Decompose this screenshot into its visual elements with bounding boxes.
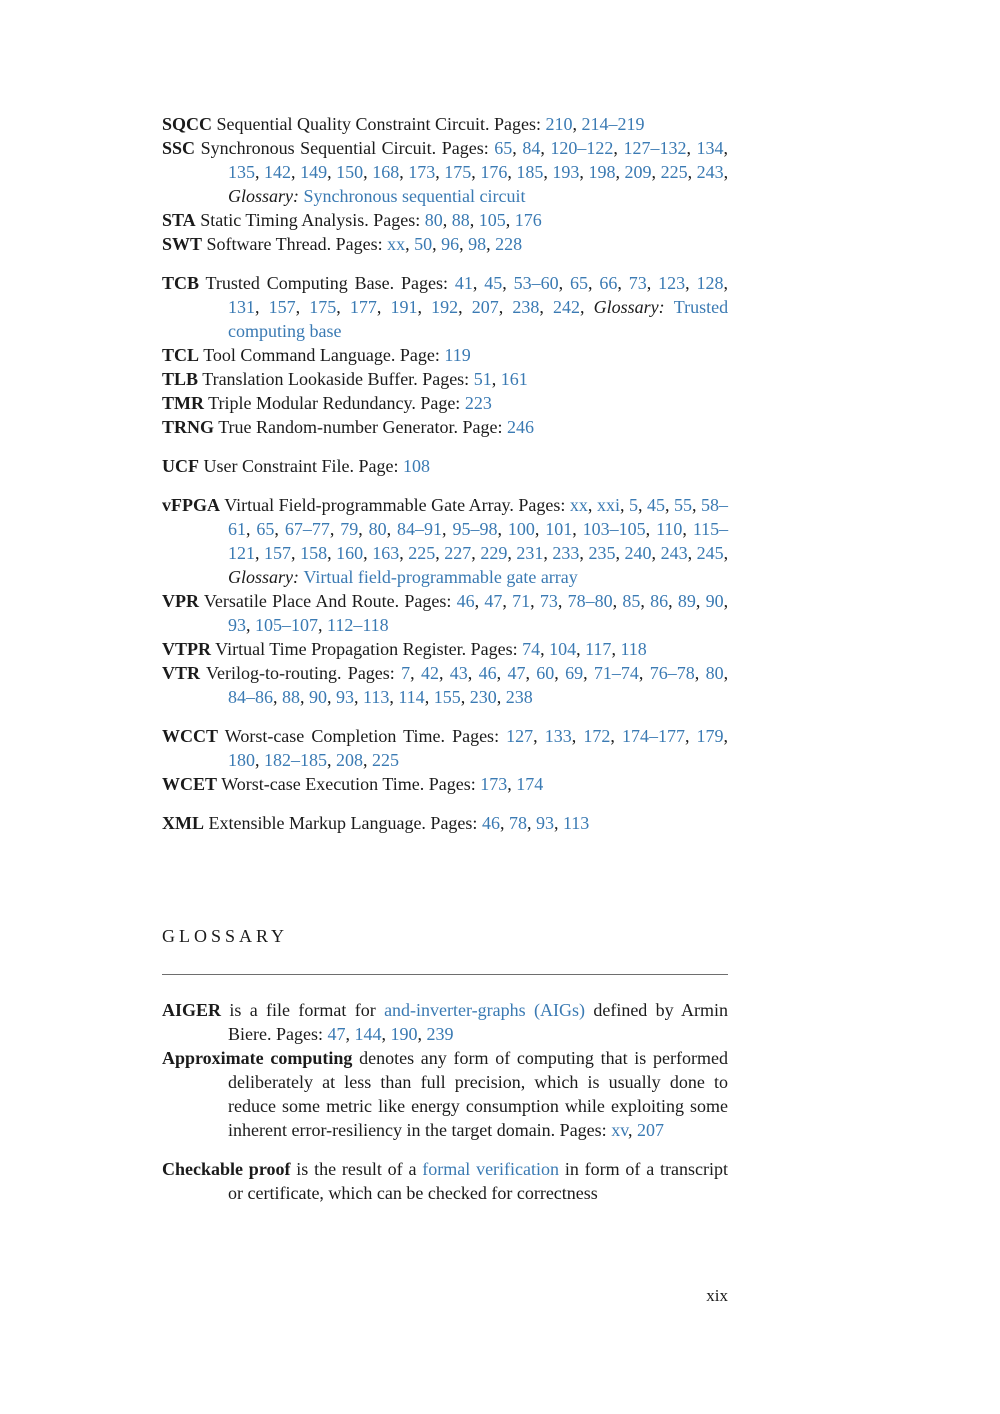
page-link[interactable]: 89 <box>677 591 696 611</box>
page-link[interactable]: xxi <box>596 495 620 515</box>
page-link[interactable]: 50 <box>414 234 433 254</box>
entry-text: Software Thread. Pages: <box>202 234 388 254</box>
entry-term: XML <box>162 813 204 833</box>
page-link[interactable]: 66 <box>599 273 618 293</box>
page-link[interactable]: 155 <box>433 687 461 707</box>
page-link[interactable]: 71 <box>512 591 531 611</box>
page-link[interactable]: 127–132 <box>623 138 687 158</box>
page-link[interactable]: 114 <box>398 687 425 707</box>
page-link[interactable]: 93 <box>535 813 554 833</box>
page-link[interactable]: 98 <box>468 234 487 254</box>
page-link[interactable]: 84 <box>522 138 541 158</box>
entry-term: TMR <box>162 393 204 413</box>
page-link[interactable]: 120–122 <box>550 138 614 158</box>
page-link[interactable]: 80 <box>705 663 724 683</box>
page-link[interactable]: 175 <box>444 162 472 182</box>
entry-text: Static Timing Analysis. Pages: <box>195 210 425 230</box>
page-link[interactable]: 78 <box>508 813 527 833</box>
page-link[interactable]: 103–105 <box>582 519 646 539</box>
page-link[interactable]: 192 <box>431 297 459 317</box>
acronym-entry: VTPR Virtual Time Propagation Register. Pages: 74, 104, 117, 118 <box>162 639 647 659</box>
page-link[interactable]: 5 <box>628 495 638 515</box>
page-link[interactable]: 149 <box>300 162 328 182</box>
page-link[interactable]: 55 <box>674 495 692 515</box>
page-link[interactable]: 238 <box>512 297 540 317</box>
page-link[interactable]: 175 <box>309 297 337 317</box>
page-link[interactable]: 185 <box>516 162 544 182</box>
page-link[interactable]: 243 <box>660 543 688 563</box>
page-link[interactable]: 174 <box>516 774 544 794</box>
entry-group <box>162 112 728 256</box>
page-link[interactable]: 214–219 <box>581 114 645 134</box>
page-link[interactable]: 134 <box>696 138 724 158</box>
page-link[interactable]: 43 <box>449 663 468 683</box>
entry-term: Checkable proof <box>162 1159 291 1179</box>
entry-text: defined by Armin Biere. Pages: <box>228 1000 729 1044</box>
page-link[interactable]: 46 <box>478 663 497 683</box>
page-link[interactable]: 176 <box>514 210 542 230</box>
page-link[interactable]: 65 <box>570 273 589 293</box>
page-link[interactable]: xx <box>569 495 588 515</box>
acronym-entry <box>162 343 728 367</box>
entry-text: in form of a transcript or certificate, which can be checked for correctness <box>228 1159 728 1203</box>
page-link[interactable]: 118 <box>620 639 647 659</box>
entry-term: vFPGA <box>162 495 220 515</box>
entry-text: Sequential Quality Constraint Circuit. Pages: <box>212 114 546 134</box>
page-link[interactable]: 104 <box>549 639 577 659</box>
page-link[interactable]: 112–118 <box>327 615 389 635</box>
page-link[interactable]: 176 <box>480 162 508 182</box>
section-rule <box>162 974 728 975</box>
page-link[interactable]: 161 <box>500 369 528 389</box>
page-link[interactable]: 113 <box>363 687 390 707</box>
page-link[interactable]: 243 <box>696 162 724 182</box>
page-link[interactable]: 128 <box>696 273 724 293</box>
page-link[interactable]: 117 <box>585 639 612 659</box>
page-link[interactable]: 142 <box>264 162 292 182</box>
page-link[interactable]: 179 <box>696 726 724 746</box>
page-link[interactable]: 47 <box>327 1024 346 1044</box>
glossary-label: Glossary: <box>228 186 304 206</box>
page-link[interactable]: 67–77 <box>284 519 330 539</box>
glossary-list <box>162 998 728 1205</box>
page-link[interactable]: 123 <box>658 273 686 293</box>
page-link[interactable]: 115–121 <box>228 519 729 563</box>
page-link[interactable]: 174–177 <box>621 726 685 746</box>
glossary-link[interactable]: Trusted computing base <box>228 297 729 341</box>
page-link[interactable]: 135 <box>228 162 255 182</box>
page-link[interactable]: 113 <box>562 813 590 833</box>
page-link[interactable]: 245 <box>696 543 724 563</box>
page-link[interactable]: 71–74 <box>593 663 639 683</box>
page-link[interactable]: 7 <box>401 663 411 683</box>
entry-term: SQCC <box>162 114 213 134</box>
entry-text: Tool Command Language. Page: <box>199 345 445 365</box>
page-link[interactable]: 105 <box>478 210 506 230</box>
page-link[interactable]: 173 <box>480 774 508 794</box>
acronym-entry: XML Extensible Markup Language. Pages: 46, 78, 93, 113 <box>162 813 590 833</box>
page-link[interactable]: 47 <box>507 663 526 683</box>
page-link[interactable]: 150 <box>336 162 364 182</box>
page-link[interactable]: 182–185 <box>264 750 327 770</box>
page-link[interactable]: 90 <box>309 687 327 707</box>
entry-text: Versatile Place And Route. Pages: <box>199 591 457 611</box>
entry-text: is a file format for <box>221 1000 385 1020</box>
entry-text: Virtual Time Propagation Register. Pages: <box>211 639 523 659</box>
glossary-link[interactable]: Synchronous sequential circuit <box>303 186 526 206</box>
entry-term: VTR <box>162 663 201 683</box>
entry-text: Extensible Markup Language. Pages: <box>204 813 482 833</box>
glossary-entry: Approximate computing denotes any form of computing that is performed deliberately at less than full precision, which is usually done to reduce some metric like energy consumption while exploiting some inherent error-resiliency in the target domain. Pages: xv, 207 <box>162 1048 728 1140</box>
acronym-entry: WCET Worst-case Execution Time. Pages: 173, 174 <box>162 774 544 794</box>
glossary-label: Glossary: <box>593 297 674 317</box>
page-link[interactable]: 46 <box>456 591 475 611</box>
page-link[interactable]: 101 <box>545 519 573 539</box>
page-link[interactable]: 231 <box>516 543 544 563</box>
page-link[interactable]: 88 <box>451 210 470 230</box>
page-link[interactable]: 51 <box>473 369 492 389</box>
entry-group <box>162 271 728 439</box>
page-link[interactable]: 93 <box>336 687 354 707</box>
entry-term: SSC <box>162 138 196 158</box>
page-link[interactable]: 239 <box>426 1024 454 1044</box>
page-link[interactable]: 93 <box>228 615 246 635</box>
acronym-entry: VPR Versatile Place And Route. Pages: 46, 47, 71, 73, 78–80, 85, 86, 89, 90, 93, 105–107, 112–118 <box>162 591 729 635</box>
entry-group <box>162 454 728 478</box>
acronym-entry: SQCC Sequential Quality Constraint Circuit. Pages: 210, 214–219 <box>162 114 645 134</box>
page-link[interactable]: 235 <box>588 543 616 563</box>
page-link[interactable]: 208 <box>336 750 363 770</box>
page-link[interactable]: 225 <box>408 543 436 563</box>
page-link[interactable]: 209 <box>624 162 652 182</box>
glossary-link[interactable]: Virtual field-programmable gate array <box>303 567 578 587</box>
page-link[interactable]: 65 <box>256 519 275 539</box>
entry-term: STA <box>162 210 196 230</box>
page-link[interactable]: 84–86 <box>228 687 273 707</box>
entry-text: , <box>723 162 729 182</box>
acronym-entry: SWT Software Thread. Pages: xx, 50, 96, 98, 228 <box>162 234 523 254</box>
page-link[interactable]: 144 <box>354 1024 382 1044</box>
page-link[interactable]: 88 <box>282 687 300 707</box>
entry-term: VTPR <box>162 639 211 659</box>
entry-text: Virtual Field-programmable Gate Array. Pages: <box>220 495 570 515</box>
page-link[interactable]: 60 <box>536 663 555 683</box>
page-link[interactable]: 242 <box>553 297 580 317</box>
entry-text: User Constraint File. Page: <box>199 456 403 476</box>
page-link[interactable]: 193 <box>552 162 580 182</box>
page-link[interactable]: 131 <box>228 297 255 317</box>
page-link[interactable]: 73 <box>539 591 558 611</box>
page-link[interactable]: 84–91 <box>397 519 443 539</box>
entry-term: VPR <box>162 591 199 611</box>
page-link[interactable]: 225 <box>372 750 399 770</box>
entry-term: TRNG <box>162 417 215 437</box>
glossary-entry <box>162 1157 728 1205</box>
acronym-entry <box>162 454 728 478</box>
entry-group <box>162 998 728 1142</box>
entry-text: Synchronous Sequential Circuit. Pages: <box>195 138 495 158</box>
page-link[interactable]: 207 <box>637 1120 665 1140</box>
page-link[interactable]: 69 <box>565 663 584 683</box>
acronym-entry <box>162 415 728 439</box>
page-link[interactable]: 133 <box>544 726 572 746</box>
entry-text: Verilog-to-routing. Pages: <box>200 663 402 683</box>
page-link[interactable]: 45 <box>484 273 503 293</box>
page-link[interactable]: 157 <box>264 543 292 563</box>
page-link[interactable]: 190 <box>390 1024 418 1044</box>
entry-group <box>162 493 728 709</box>
acronym-list <box>162 112 728 835</box>
entry-term: TLB <box>162 369 199 389</box>
page-link[interactable]: xv <box>611 1120 629 1140</box>
page-link[interactable]: 227 <box>444 543 472 563</box>
page-link[interactable]: 105–107 <box>255 615 318 635</box>
page-link[interactable]: 74 <box>522 639 541 659</box>
page-link[interactable]: 233 <box>552 543 580 563</box>
page-link[interactable]: 127 <box>506 726 534 746</box>
page-link[interactable]: 90 <box>705 591 724 611</box>
entry-text: is the result of a <box>290 1159 423 1179</box>
page-link[interactable]: 198 <box>588 162 616 182</box>
page-link[interactable]: 53–60 <box>513 273 559 293</box>
entry-term: SWT <box>162 234 203 254</box>
page-link[interactable]: 80 <box>368 519 387 539</box>
entry-term: WCET <box>162 774 218 794</box>
page-link[interactable]: 173 <box>408 162 436 182</box>
page-link[interactable]: 65 <box>494 138 513 158</box>
page-link[interactable]: 73 <box>628 273 647 293</box>
page-link[interactable]: 78–80 <box>567 591 613 611</box>
entry-text: Triple Modular Redundancy. Page: <box>204 393 465 413</box>
page-link[interactable]: 85 <box>622 591 641 611</box>
page-link[interactable]: 41 <box>454 273 473 293</box>
entry-term: Approximate computing <box>162 1048 353 1068</box>
acronym-entry: VTR Verilog-to-routing. Pages: 7, 42, 43, 46, 47, 60, 69, 71–74, 76–78, 80, 84–86, 88, 90, 93, 113, 114, 155, 230, 238 <box>162 663 729 707</box>
page-link[interactable]: 207 <box>471 297 499 317</box>
glossary-entry: AIGER is a file format for and-inverter-graphs (AIGs) defined by Armin Biere. Pages: 47, 144, 190, 239 <box>162 1000 729 1044</box>
acronym-entry: vFPGA Virtual Field-programmable Gate Array. Pages: xx, xxi, 5, 45, 55, 58–61, 65, 67–77, 79, 80, 84–91, 95–98, 100, 101, 103–105, 110, 115–121, 157, 158, 160, 163, 225, 227, 229, 231, 233, 235, 240, 243, 245, Glossary: Virtual field-programmable gate array <box>162 495 729 587</box>
page-link[interactable]: 47 <box>484 591 503 611</box>
page-link[interactable]: 172 <box>583 726 611 746</box>
entry-text: Translation Lookaside Buffer. Pages: <box>198 369 474 389</box>
page-link[interactable]: 46 <box>481 813 500 833</box>
page-link[interactable]: 158 <box>300 543 328 563</box>
page-link[interactable]: 110 <box>656 519 683 539</box>
entry-text: denotes any form of computing that is performed deliberately at less than full precision, which is usually done to reduce some metric like energy consumption while exploiting some inherent error-resiliency in the target domain. Pages: <box>228 1048 728 1140</box>
entry-text: Worst-case Execution Time. Pages: <box>217 774 481 794</box>
page-link[interactable]: 86 <box>650 591 669 611</box>
page-link[interactable]: 76–78 <box>649 663 695 683</box>
page-link[interactable]: 191 <box>390 297 418 317</box>
page-link[interactable]: 229 <box>480 543 508 563</box>
glossary-link[interactable]: formal verification <box>422 1159 560 1179</box>
page-link[interactable]: 223 <box>464 393 492 413</box>
page-link[interactable]: xx <box>387 234 406 254</box>
page-link[interactable]: 58–61 <box>228 495 729 539</box>
page-link[interactable]: 108 <box>402 456 430 476</box>
glossary-link[interactable]: and-inverter-graphs (AIGs) <box>384 1000 585 1020</box>
page-link[interactable]: 160 <box>336 543 364 563</box>
page-link[interactable]: 95–98 <box>452 519 498 539</box>
page-link[interactable]: 80 <box>424 210 443 230</box>
glossary-heading: GLOSSARY <box>162 926 289 946</box>
page-link[interactable]: 168 <box>372 162 400 182</box>
acronym-entry: STA Static Timing Analysis. Pages: 80, 88, 105, 176 <box>162 210 542 230</box>
acronym-entry: WCCT Worst-case Completion Time. Pages: 127, 133, 172, 174–177, 179, 180, 182–185, 208, 225 <box>162 726 729 770</box>
acronym-entry <box>162 391 728 415</box>
entry-text: , <box>580 297 594 317</box>
page-link[interactable]: 163 <box>372 543 400 563</box>
page-link[interactable]: 119 <box>444 345 471 365</box>
page-link[interactable]: 230 <box>469 687 497 707</box>
entry-group <box>162 811 728 835</box>
entry-term: AIGER <box>162 1000 222 1020</box>
page-link[interactable]: 45 <box>646 495 665 515</box>
entry-text: True Random-number Generator. Page: <box>214 417 507 437</box>
entry-text: Trusted Computing Base. Pages: <box>199 273 455 293</box>
entry-term: UCF <box>162 456 199 476</box>
acronym-entry: TLB Translation Lookaside Buffer. Pages: 51, 161 <box>162 369 528 389</box>
page-link[interactable]: 210 <box>545 114 573 134</box>
page-link[interactable]: 225 <box>660 162 688 182</box>
page-link[interactable]: 246 <box>506 417 534 437</box>
entry-text: Worst-case Completion Time. Pages: <box>218 726 507 746</box>
glossary-label: Glossary: <box>228 567 304 587</box>
page-number: xix <box>706 1286 728 1305</box>
entry-group <box>162 724 728 796</box>
page-link[interactable]: 177 <box>349 297 377 317</box>
page-link[interactable]: 42 <box>420 663 439 683</box>
page-link[interactable]: 228 <box>495 234 523 254</box>
page-link[interactable]: 240 <box>624 543 652 563</box>
page-link[interactable]: 238 <box>505 687 533 707</box>
entry-group <box>162 1157 728 1205</box>
page-link[interactable]: 96 <box>441 234 460 254</box>
entry-text: , <box>723 543 729 563</box>
page-link[interactable]: 100 <box>507 519 535 539</box>
entry-term: WCCT <box>162 726 219 746</box>
acronym-entry: SSC Synchronous Sequential Circuit. Pages: 65, 84, 120–122, 127–132, 134, 135, 142, 149, 150, 168, 173, 175, 176, 185, 193, 198, 209, 225, 243, Glossary: Synchronous sequential circuit <box>162 138 729 206</box>
page-link[interactable]: 180 <box>228 750 255 770</box>
page-link[interactable]: 157 <box>268 297 296 317</box>
entry-term: TCB <box>162 273 200 293</box>
acronym-entry: TCB Trusted Computing Base. Pages: 41, 45, 53–60, 65, 66, 73, 123, 128, 131, 157, 175, 177, 191, 192, 207, 238, 242, Glossary: Trusted computing base <box>162 273 729 341</box>
entry-term: TCL <box>162 345 200 365</box>
page-link[interactable]: 79 <box>340 519 359 539</box>
